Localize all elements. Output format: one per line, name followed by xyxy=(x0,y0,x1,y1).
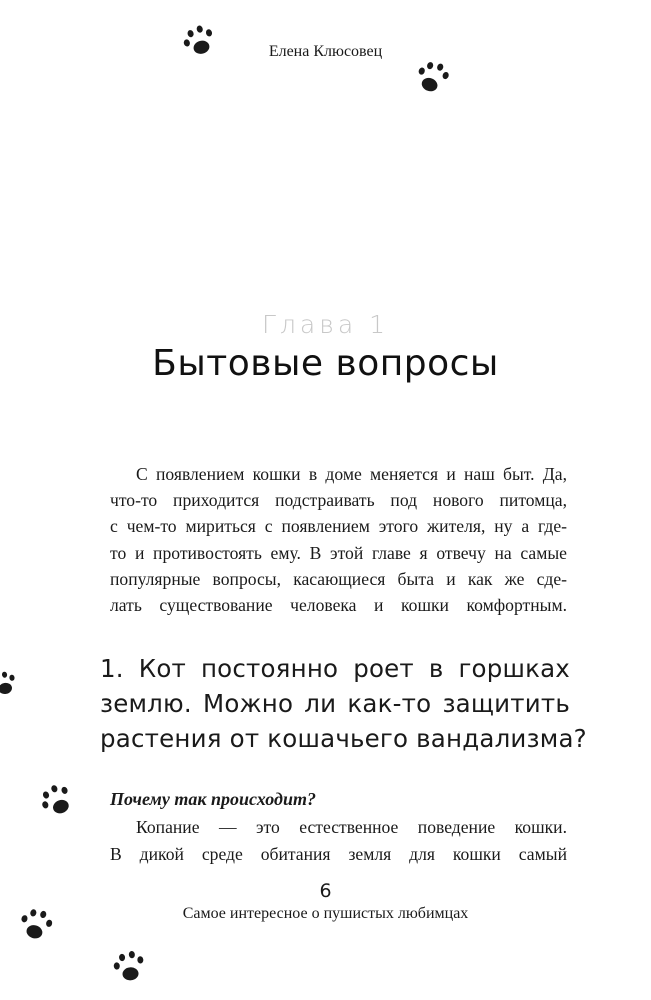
running-head-author: Елена Клюсовец xyxy=(268,43,383,60)
chapter-label: Глава 1 xyxy=(261,310,390,339)
section-paragraph xyxy=(110,814,567,868)
intro-line: С появлением кошки в доме меняется и наш быт. Да, xyxy=(136,464,567,484)
intro-line: что-то приходится подстраивать под нового питомца, xyxy=(110,490,567,511)
paw-print-icon xyxy=(0,665,21,702)
section-subheading: Почему так происходит? xyxy=(110,789,316,809)
body-line: В дикой среде обитания земля для кошки самый xyxy=(110,844,567,864)
question-line: 1. Кот постоянно роет в горшках xyxy=(100,654,570,683)
paw-print-icon xyxy=(107,948,150,987)
intro-line: лать существование человека и кошки комфортным. xyxy=(110,595,567,616)
running-foot-book-title: Самое интересное о пушистых любимцах xyxy=(182,905,469,922)
paw-print-icon xyxy=(31,778,81,826)
intro-line: то и противостоять ему. В этой главе я отвечу на самые xyxy=(110,542,567,563)
question-line: растения от кошачьего вандализма? xyxy=(100,724,587,753)
question-line: землю. Можно ли как-то защитить xyxy=(100,689,570,718)
chapter-title: Бытовые вопросы xyxy=(152,343,499,384)
question-heading xyxy=(100,651,587,756)
paw-print-icon xyxy=(407,54,457,102)
intro-line: популярные вопросы, касающиеся быта и как же сде- xyxy=(110,568,567,589)
page-number: 6 xyxy=(319,880,332,902)
intro-paragraph xyxy=(110,461,567,618)
intro-line: с чем-то мириться с появлением этого жителя, ну а где- xyxy=(110,516,567,537)
body-line: Копание — это естественное поведение кошки. xyxy=(136,817,567,837)
